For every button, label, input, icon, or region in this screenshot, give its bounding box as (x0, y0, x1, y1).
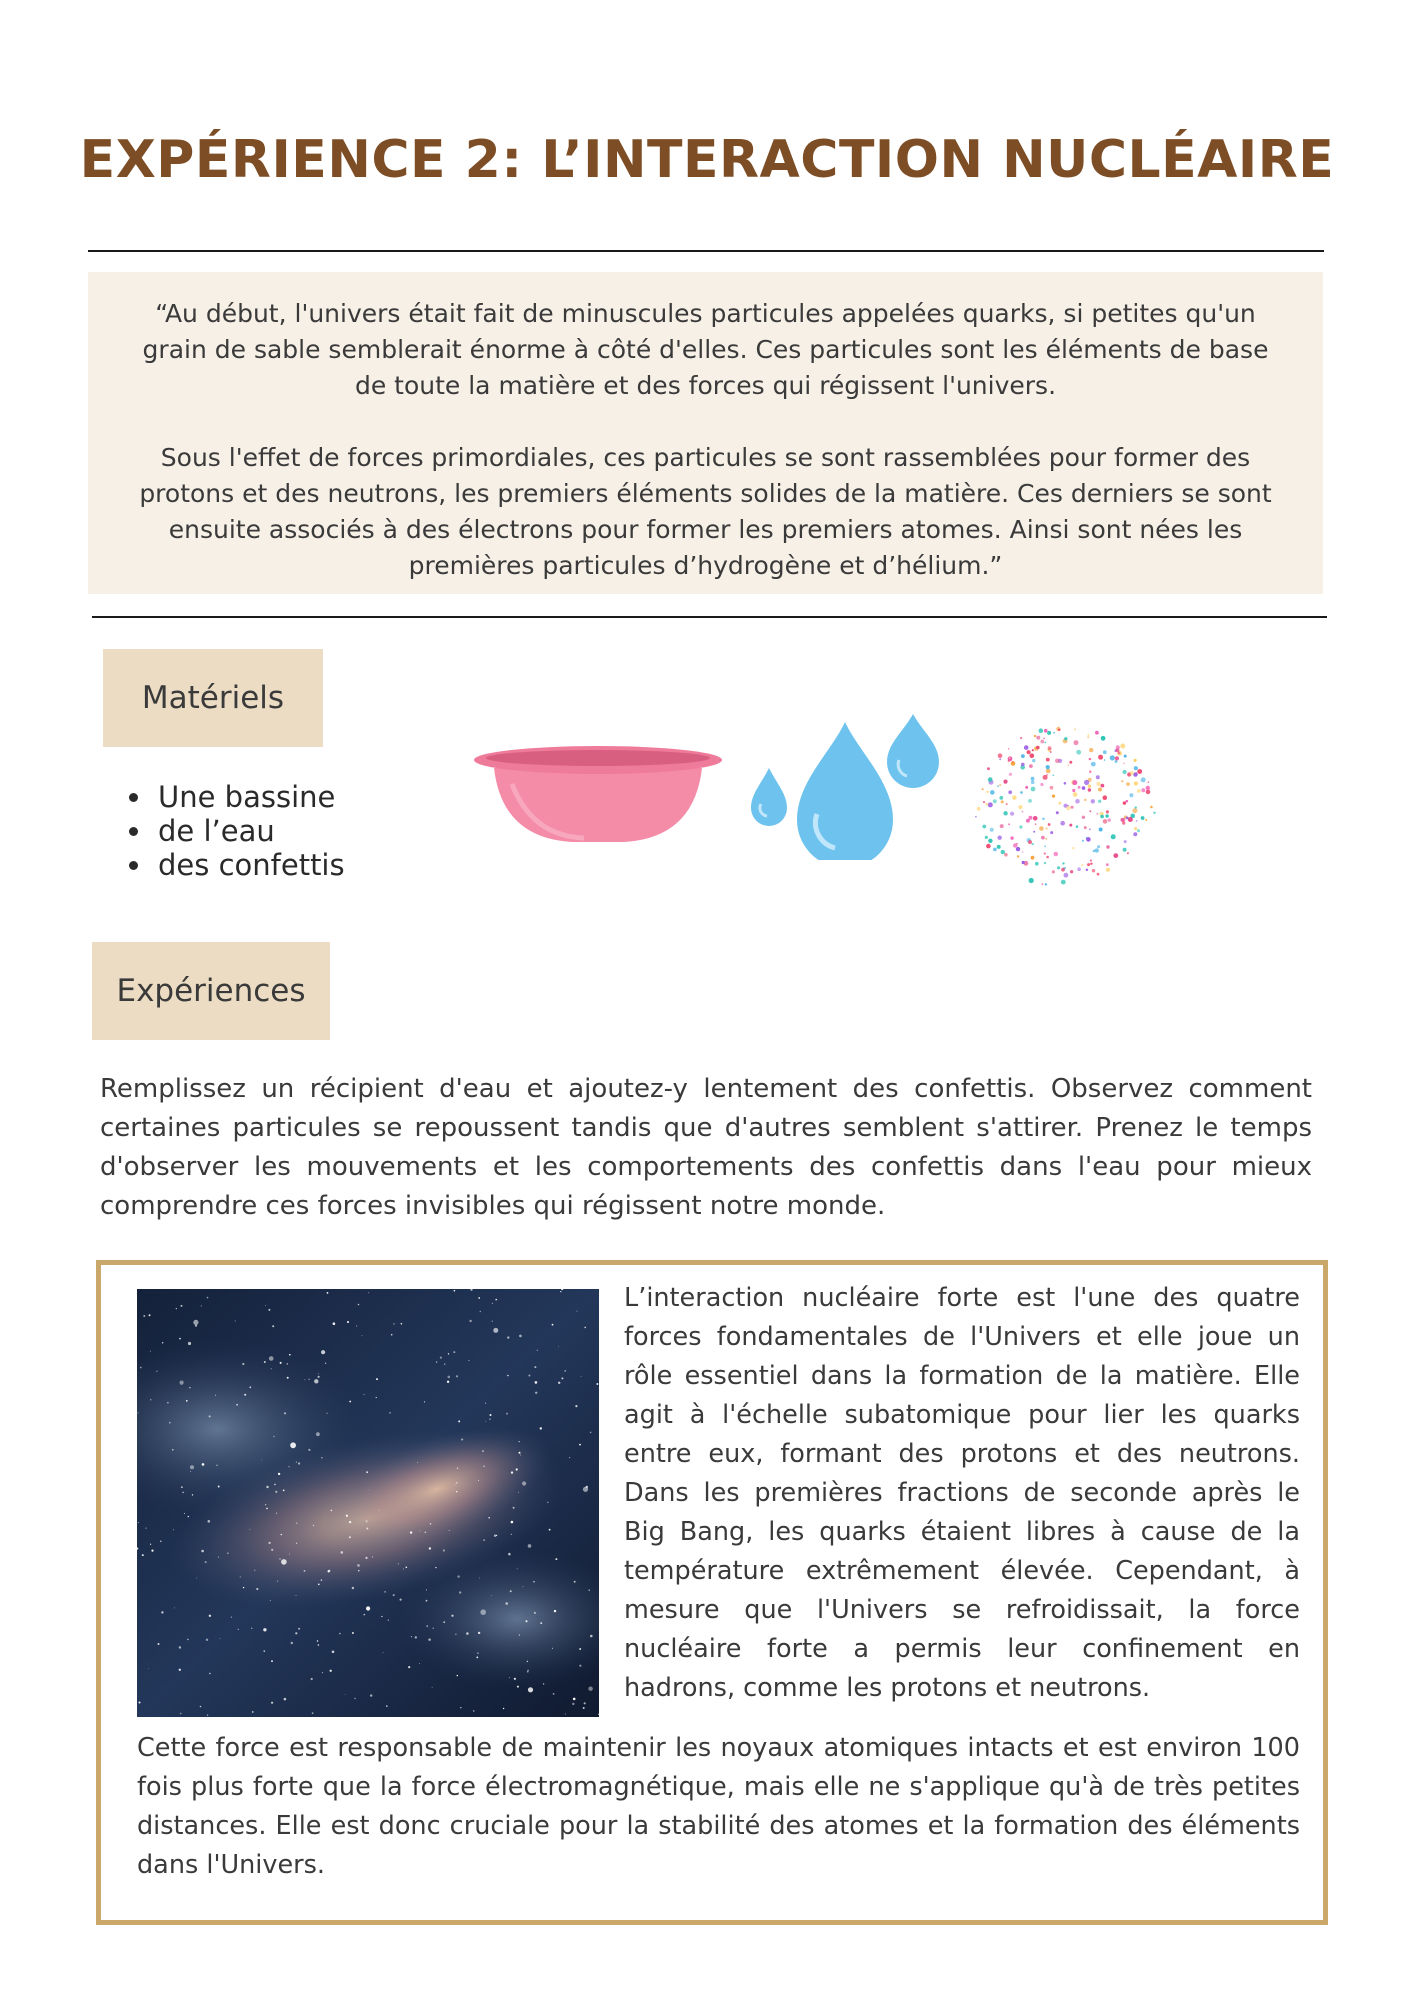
info-side-text: L’interaction nucléaire forte est l'une des quatre forces fondamentales de l'Univers et elle joue un rôle essentiel dans la formation de la matière. Elle agit à l'échelle subatomique pour lier les quarks entre eux, formant des protons et des neutrons. Dans les premières fractions de seconde après le Big Bang, les quarks étaient libres à cause de la température extrêmement élevée. Cependant, à mesure que l'Univers se refroidissait, la force nucléaire forte a permis leur confinement en hadrons, comme les protons et neutrons. (624, 1283, 1300, 1703)
info-bottom-text: Cette force est responsable de maintenir les noyaux atomiques intacts et est environ 100 fois plus forte que la force électromagnétique, mais elle ne s'applique qu'à de très petites distances. Elle est donc cruciale pour la stabilité des atomes et la formation des éléments dans l'Univers. (137, 1733, 1300, 1880)
list-item: • de l’eau (154, 814, 345, 848)
bottom-divider (92, 616, 1327, 618)
quote-paragraph-2: Sous l'effet de forces primordiales, ces particules se sont rassemblées pour former des protons et des neutrons, les premiers éléments solides de la matière. Ces derniers se sont ensuite associés à des électrons pour former les premiers atomes. Ainsi sont nées les premières particules d’hydrogène et d’hélium.” (139, 443, 1272, 580)
page-title: EXPÉRIENCE 2: L’INTERACTION NUCLÉAIRE (79, 130, 1335, 190)
basin-icon (472, 738, 724, 848)
materials-heading: Matériels (103, 649, 323, 747)
materials-list (112, 780, 345, 882)
quote-paragraph-1: “Au début, l'univers était fait de minuscules particules appelées quarks, si petites qu'un grain de sable semblerait énorme à côté d'elles. Ces particules sont les éléments de base de toute la matière et des forces qui régissent l'univers. (142, 299, 1269, 400)
list-item: • Une bassine (154, 780, 345, 814)
confetti-icon (970, 722, 1160, 892)
info-frame (96, 1260, 1328, 1925)
galaxy-image (137, 1289, 599, 1717)
intro-quote (88, 272, 1323, 594)
list-item: • des confettis (154, 848, 345, 882)
top-divider (88, 250, 1324, 252)
experiment-instructions: Remplissez un récipient d'eau et ajoutez-y lentement des confettis. Observez comment certaines particules se repoussent tandis que d'autres semblent s'attirer. Prenez le temps d'observer les mouvements et les comportements des confettis dans l'eau pour mieux comprendre ces forces invisibles qui régissent notre monde. (100, 1074, 1312, 1221)
experiences-heading: Expériences (92, 942, 330, 1040)
water-drops-icon (745, 712, 945, 860)
